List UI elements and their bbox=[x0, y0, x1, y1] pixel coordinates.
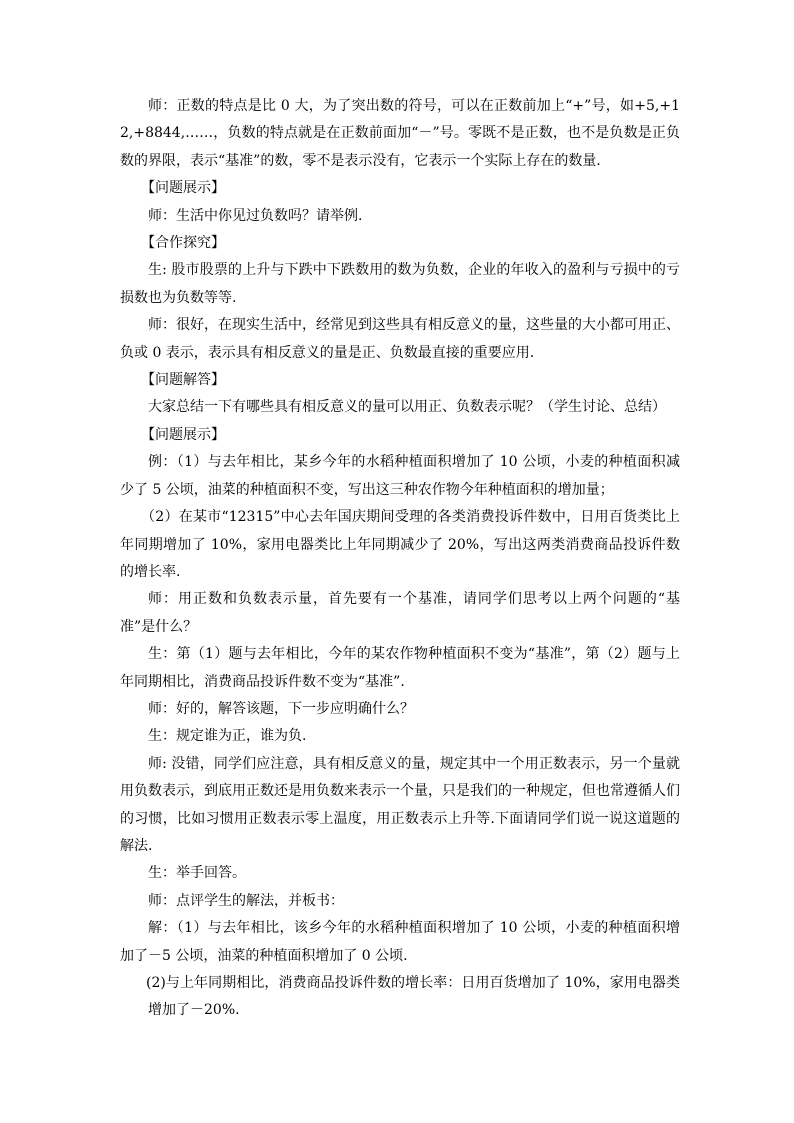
paragraph-example-2: （2）在某市“12315”中心去年国庆期间受理的各类消费投诉件数中，日用百货类比上年同期增加了 10%，家用电器类比上年同期减少了 20%，写出这两类消费商品投诉件数的增长率. bbox=[120, 509, 680, 580]
paragraph-teacher-explanation: 师: 没错，同学们应注意，具有相反意义的量，规定其中一个用正数表示，另一个量就用负数表示，到底用正数还是用负数来表示一个量，只是我们的一种规定，但也常遵循人们的习惯，比如习惯用正数表示零上温度，用正数表示上升等.下面请同学们说一说这道题的解法. bbox=[120, 755, 680, 854]
section-heading-problem-display-2: 【问题展示】 bbox=[141, 426, 225, 443]
paragraph-student-raise-hand: 生：举手回答。 bbox=[148, 865, 246, 882]
paragraph-teacher-baseline: 师：用正数和负数表示量，首先要有一个基准，请同学们思考以上两个问题的“基准”是什么？ bbox=[120, 591, 680, 635]
paragraph-teacher-comment: 师：很好，在现实生活中，经常见到这些具有相反意义的量，这些量的大小都可用正、负或 0 表示，表示具有相反意义的量是正、负数最直接的重要应用. bbox=[120, 317, 680, 361]
section-heading-cooperative-inquiry: 【合作探究】 bbox=[141, 235, 225, 252]
paragraph-student-baseline: 生：第（1）题与去年相比，今年的某农作物种植面积不变为“基准”，第（2）题与上年同期相比，消费商品投诉件数不变为“基准”. bbox=[120, 646, 680, 690]
paragraph-example-1: 例：（1）与去年相比，某乡今年的水稻种植面积增加了 10 公顷，小麦的种植面积减少了 5 公顷，油菜的种植面积不变，写出这三种农作物今年种植面积的增加量； bbox=[120, 454, 680, 498]
paragraph-teacher-question: 师：生活中你见过负数吗？请举例. bbox=[148, 207, 363, 224]
paragraph-summary-prompt: 大家总结一下有哪些具有相反意义的量可以用正、负数表示呢？（学生讨论、总结） bbox=[148, 399, 666, 416]
paragraph-student-answer: 生: 股市股票的上升与下跌中下跌数用的数为负数，企业的年收入的盈利与亏损中的亏损数也为负数等等. bbox=[120, 262, 680, 306]
paragraph-teacher-positive-negative: 师：正数的特点是比 0 大，为了突出数的符号，可以在正数前加上“+”号，如+5,+12,+8844,……，负数的特点就是在正数前面加“－”号。零既不是正数，也不是负数是正负数的界限，表示“基准”的数，零不是表示没有，它表示一个实际上存在的数量. bbox=[120, 98, 680, 169]
section-heading-problem-display: 【问题展示】 bbox=[141, 180, 225, 197]
document-body bbox=[120, 93, 680, 1025]
paragraph-solution-2: (2)与上年同期相比，消费商品投诉件数的增长率：日用百货增加了 10%，家用电器类增加了－20%. bbox=[146, 975, 680, 1019]
section-heading-problem-answer: 【问题解答】 bbox=[141, 372, 225, 389]
paragraph-teacher-board: 师：点评学生的解法，并板书： bbox=[148, 892, 344, 909]
paragraph-student-rule: 生：规定谁为正，谁为负. bbox=[148, 728, 307, 745]
paragraph-solution-1: 解：（1）与去年相比，该乡今年的水稻种植面积增加了 10 公顷，小麦的种植面积增加了－5 公顷，油菜的种植面积增加了 0 公顷. bbox=[120, 920, 680, 964]
paragraph-teacher-next-step: 师：好的，解答该题，下一步应明确什么？ bbox=[148, 700, 414, 717]
